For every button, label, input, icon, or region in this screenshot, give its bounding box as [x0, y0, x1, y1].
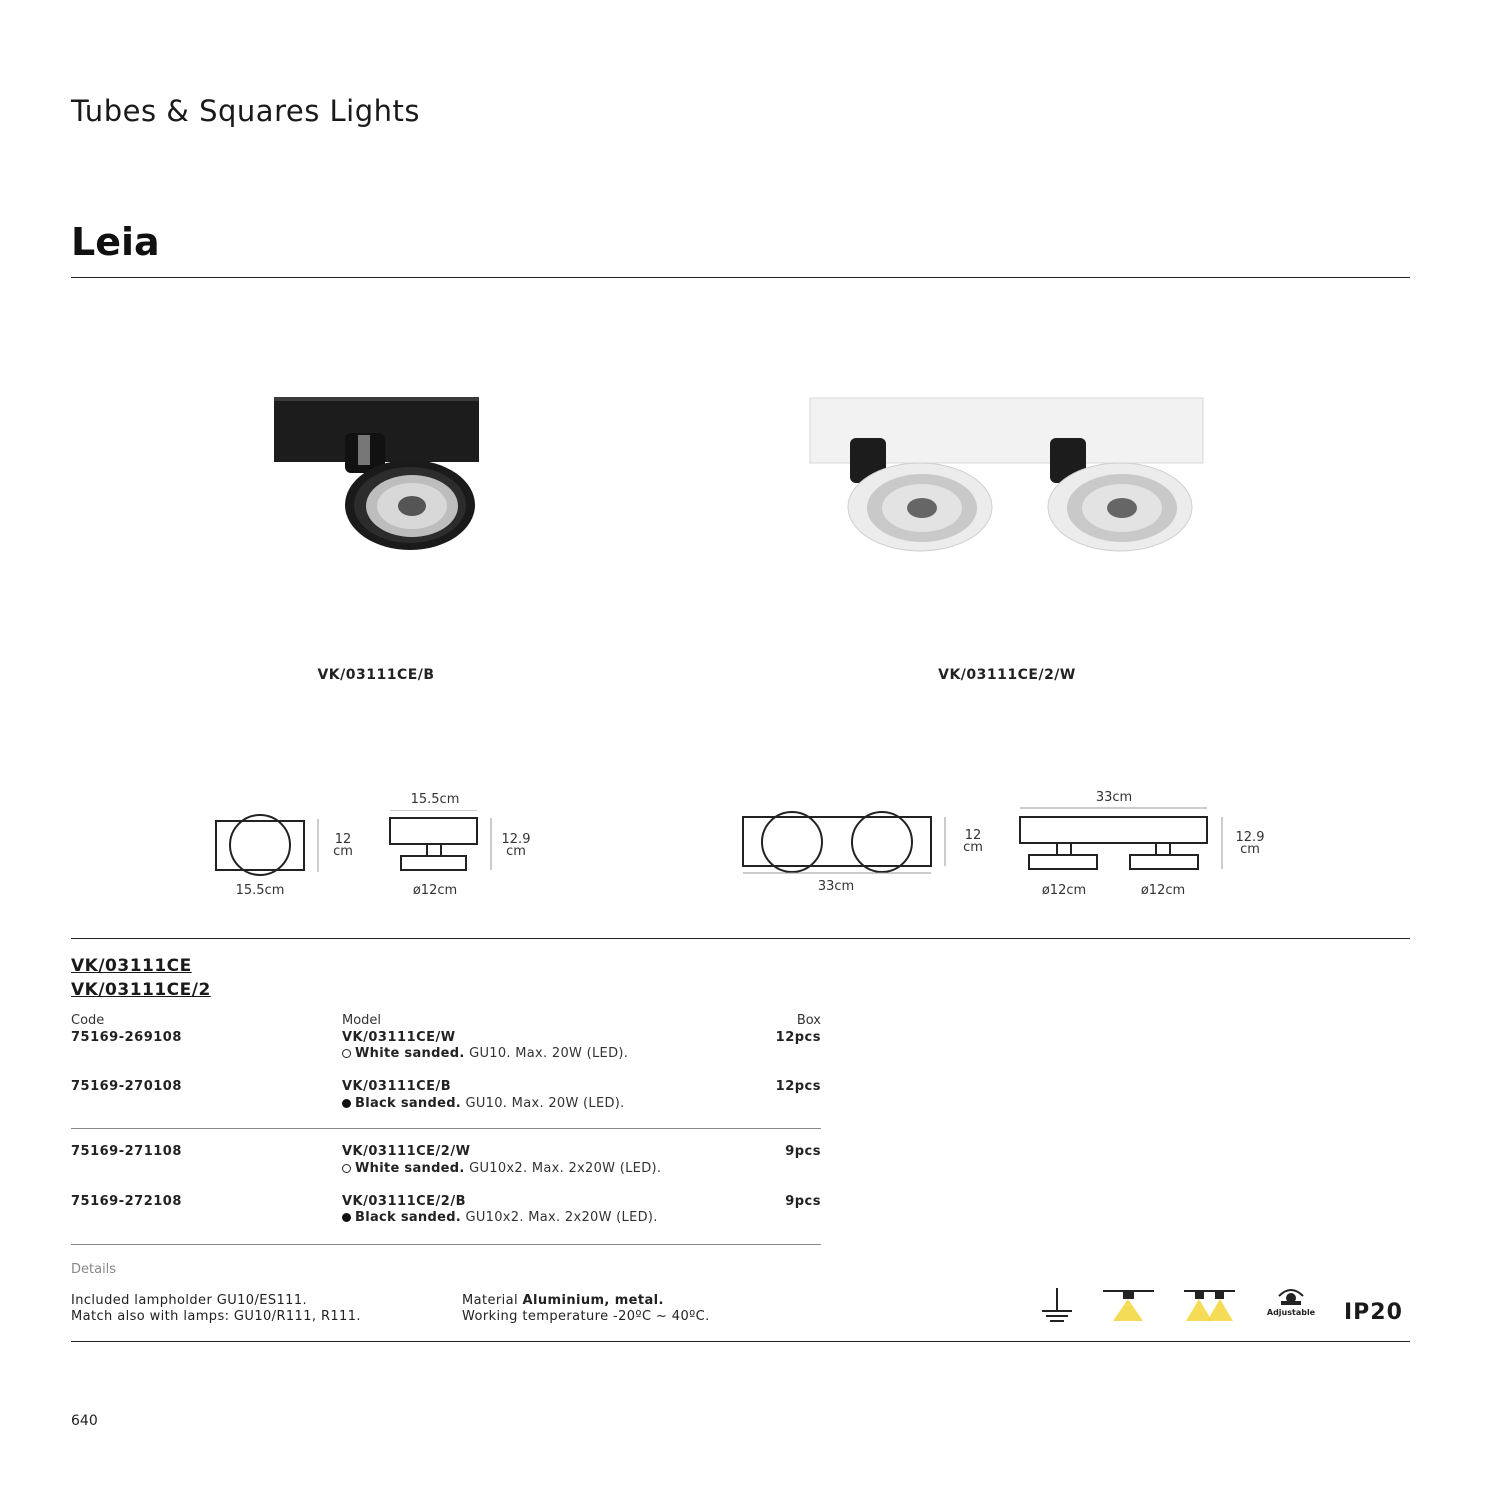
- section-title: Tubes & Squares Lights: [71, 94, 421, 128]
- table-row-model: VK/03111CE/W: [342, 1030, 456, 1045]
- adjustable-badge: [1261, 1286, 1321, 1326]
- dim-double-depth: 12 cm: [963, 828, 983, 855]
- table-row-code: 75169-269108: [71, 1030, 182, 1045]
- header-divider: [71, 277, 1410, 278]
- table-row-description: Black sanded. GU10x2. Max. 2x20W (LED).: [342, 1210, 658, 1225]
- table-row-code: 75169-272108: [71, 1194, 182, 1209]
- column-header-code: Code: [71, 1013, 105, 1028]
- table-row-box: 9pcs: [785, 1194, 821, 1209]
- model-heading-1: VK/03111CE: [71, 956, 192, 976]
- table-row-code: 75169-270108: [71, 1079, 182, 1094]
- dim-single-width-top: 15.5cm: [410, 792, 460, 807]
- dim-single-diameter: ø12cm: [412, 883, 458, 898]
- dim-double-height: 12.9 cm: [1235, 830, 1265, 857]
- black-finish-swatch-icon: [342, 1213, 351, 1222]
- details-right: Material Aluminium, metal. Working temperature -20ºC ~ 40ºC.: [462, 1293, 710, 1324]
- product-caption-single: VK/03111CE/B: [317, 667, 435, 683]
- dim-double-diameter-2: ø12cm: [1140, 883, 1186, 898]
- dim-single-width-bottom: 15.5cm: [235, 883, 285, 898]
- dim-double-diameter-1: ø12cm: [1041, 883, 1087, 898]
- details-heading: Details: [71, 1262, 117, 1277]
- table-row-model: VK/03111CE/B: [342, 1079, 452, 1094]
- model-heading-2: VK/03111CE/2: [71, 980, 211, 1000]
- product-image-double-white: [800, 390, 1220, 565]
- footer-divider: [71, 1341, 1410, 1342]
- column-header-box: Box: [796, 1013, 821, 1028]
- table-row-box: 9pcs: [785, 1144, 821, 1159]
- product-caption-double: VK/03111CE/2/W: [938, 667, 1076, 683]
- dim-single-height: 12.9 cm: [501, 832, 531, 859]
- single-beam-icon: [1101, 1287, 1156, 1323]
- table-row-box: 12pcs: [775, 1079, 821, 1094]
- white-finish-swatch-icon: [342, 1164, 351, 1173]
- white-finish-swatch-icon: [342, 1049, 351, 1058]
- dimensions-divider: [71, 938, 1410, 939]
- details-left: Included lampholder GU10/ES111. Match also with lamps: GU10/R111, R111.: [71, 1293, 361, 1324]
- table-row-description: Black sanded. GU10. Max. 20W (LED).: [342, 1096, 625, 1111]
- dim-double-width-bottom: 33cm: [817, 879, 855, 894]
- table-group-divider: [71, 1128, 821, 1129]
- adjustable-icon: [1261, 1286, 1321, 1310]
- table-row-description: White sanded. GU10x2. Max. 2x20W (LED).: [342, 1161, 661, 1176]
- double-beam-icon: [1182, 1287, 1237, 1323]
- dim-single-depth: 12 cm: [333, 832, 353, 859]
- table-row-model: VK/03111CE/2/W: [342, 1144, 471, 1159]
- ground-icon: [1038, 1288, 1076, 1324]
- table-row-box: 12pcs: [775, 1030, 821, 1045]
- adjustable-label: Adjustable: [1266, 1308, 1316, 1317]
- table-row-model: VK/03111CE/2/B: [342, 1194, 466, 1209]
- product-name: Leia: [71, 220, 160, 264]
- table-row-description: White sanded. GU10. Max. 20W (LED).: [342, 1046, 628, 1061]
- black-finish-swatch-icon: [342, 1099, 351, 1108]
- ip-rating: IP20: [1344, 1300, 1403, 1325]
- table-bottom-divider: [71, 1244, 821, 1245]
- column-header-model: Model: [342, 1013, 382, 1028]
- page-number: 640: [71, 1413, 98, 1429]
- table-row-code: 75169-271108: [71, 1144, 182, 1159]
- dim-double-width-top: 33cm: [1095, 790, 1133, 805]
- product-image-single-black: [260, 385, 490, 560]
